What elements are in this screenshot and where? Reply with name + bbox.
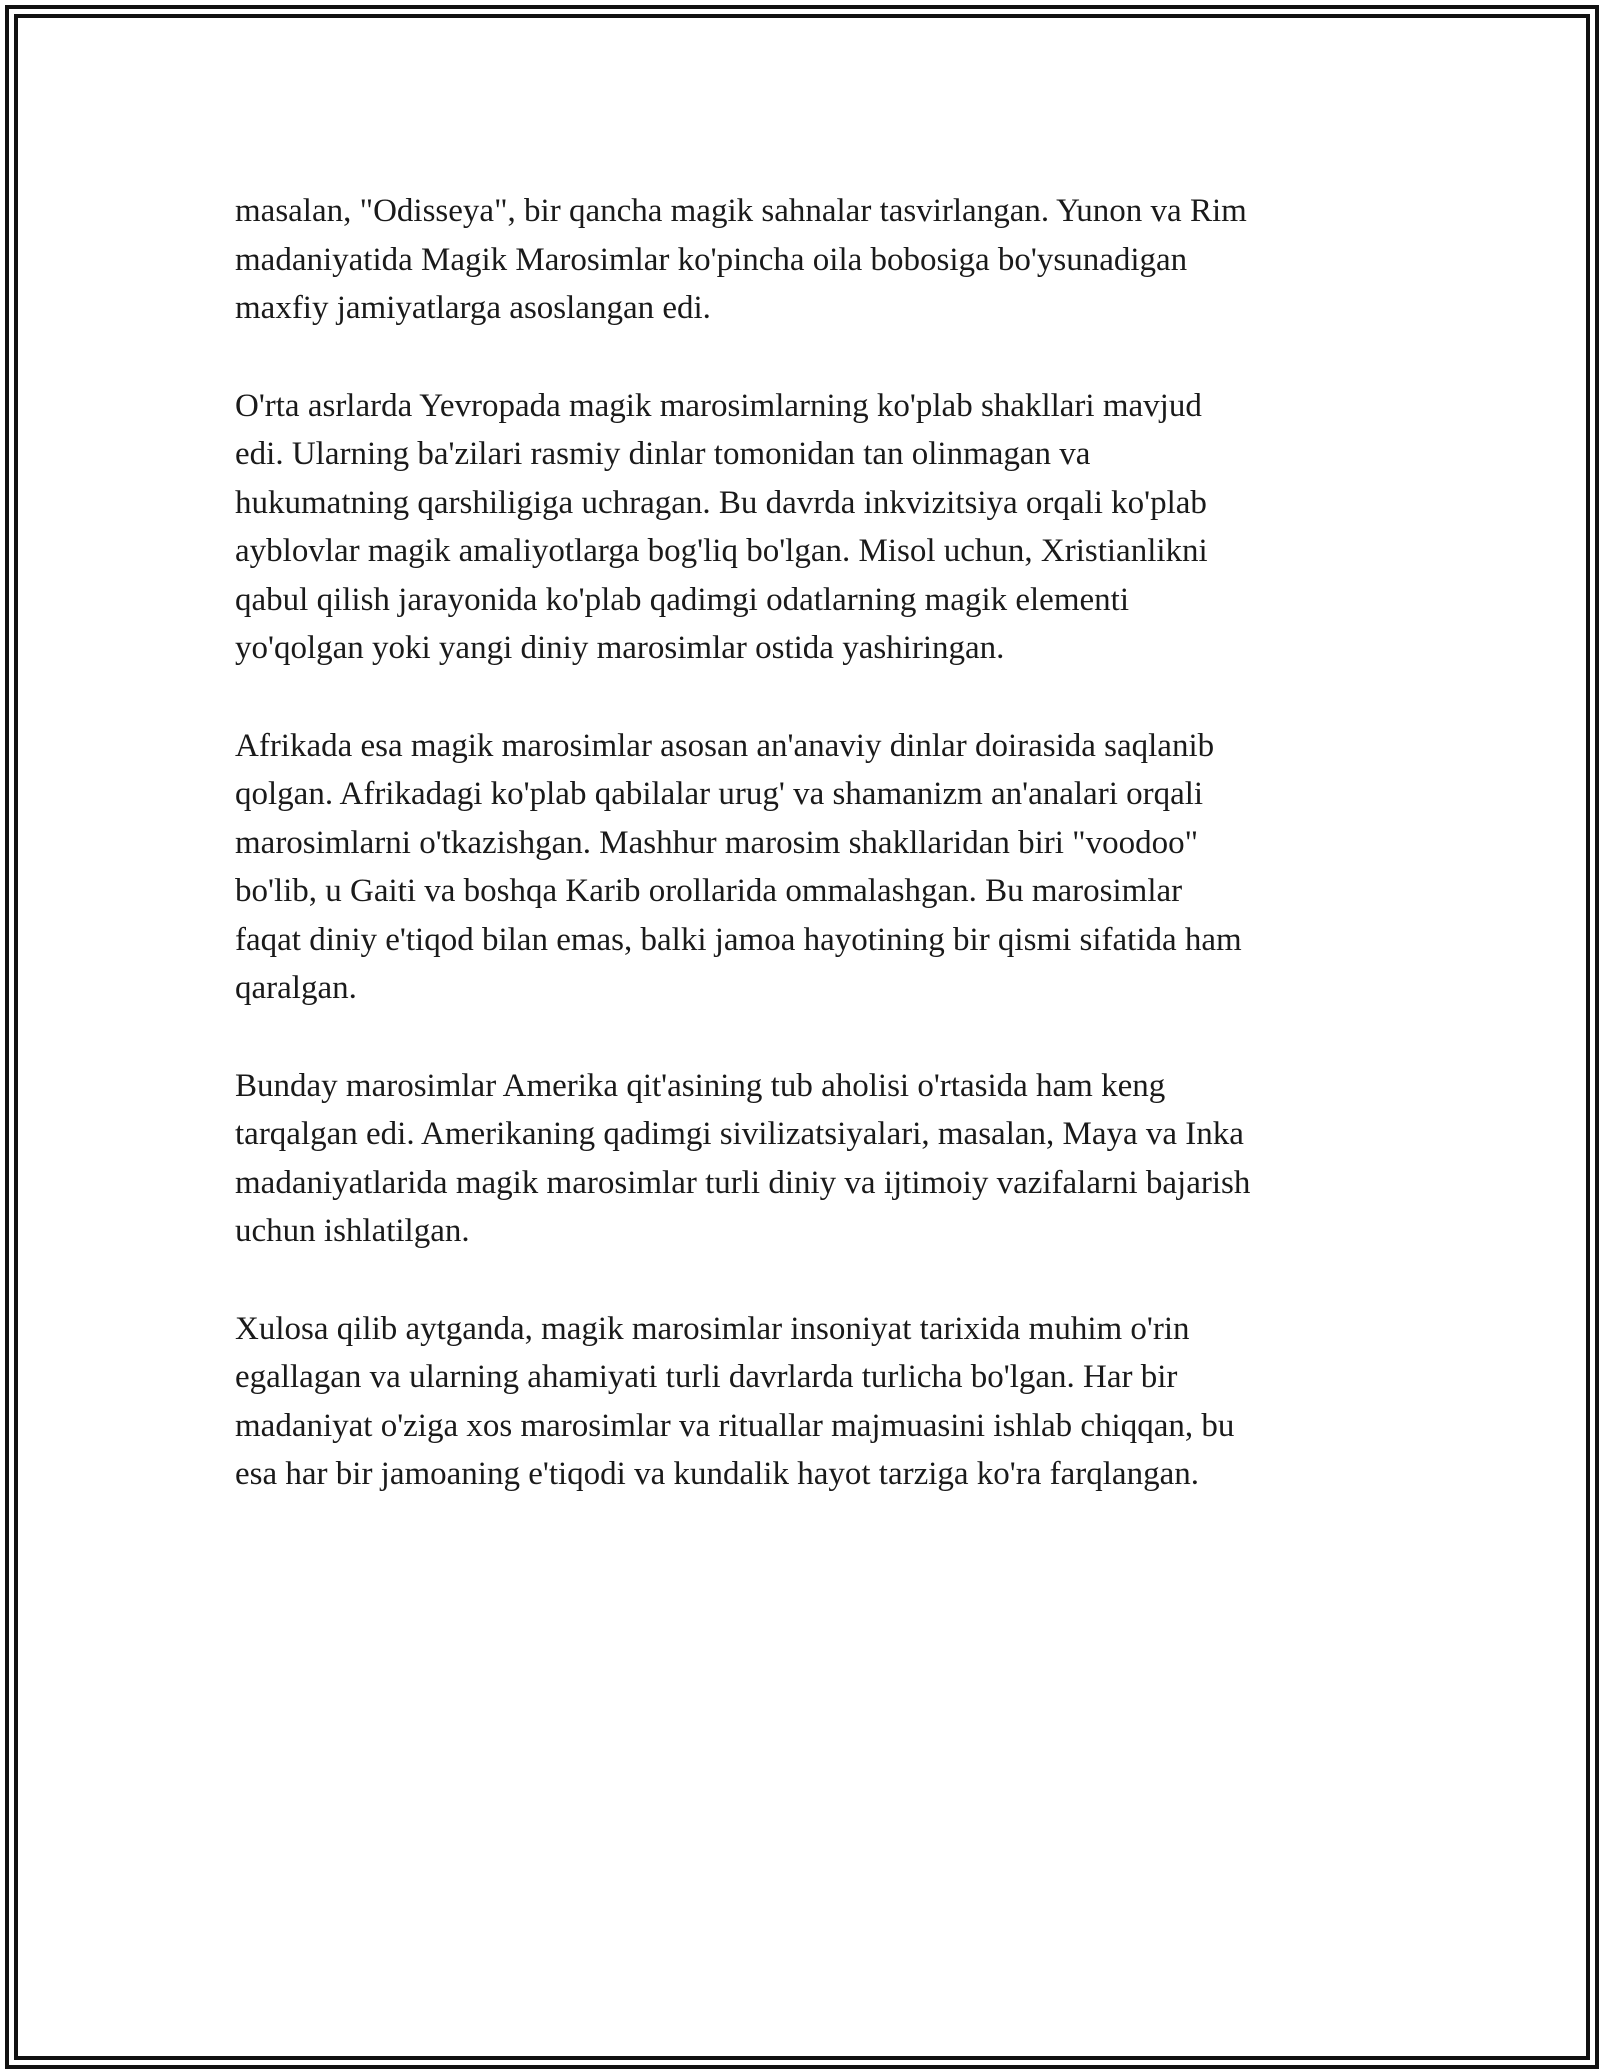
paragraph-1: masalan, "Odisseya", bir qancha magik sahnalar tasvirlangan. Yunon va Rim madaniyatida Magik Marosimlar ko'pincha oila bobosiga bo'ysunadigan maxfiy jamiyatlarga asoslangan edi. bbox=[235, 193, 1247, 326]
paragraph-5: Xulosa qilib aytganda, magik marosimlar insoniyat tarixida muhim o'rin egallagan va ularning ahamiyati turli davrlarda turlicha bo'lgan. Har bir madaniyat o'ziga xos marosimlar va rituallar majmuasini ishlab chiqqan, bu esa har bir jamoaning e'tiqodi va kundalik hayot tarziga ko'ra farqlangan. bbox=[235, 1310, 1235, 1492]
paragraph-2: O'rta asrlarda Yevropada magik marosimlarning ko'plab shakllari mavjud edi. Ularning ba'zilari rasmiy dinlar tomonidan tan olinmagan va hukumatning qarshiligiga uchragan. Bu davrda inkvizitsiya orqali ko'plab ayblovlar magik amaliyotlarga bog'liq bo'lgan. Misol uchun, Xristianlikni qabul qilish jarayonida ko'plab qadimgi odatlarning magik elementi yo'qolgan yoki yangi diniy marosimlar ostida yashiringan. bbox=[235, 387, 1208, 666]
paragraph-4: Bunday marosimlar Amerika qit'asining tub aholisi o'rtasida ham keng tarqalgan edi. Amerikaning qadimgi sivilizatsiyalari, masalan, Maya va Inka madaniyatlarida magik marosimlar turli diniy va ijtimoiy vazifalarni bajarish uchun ishlatilgan. bbox=[235, 1067, 1251, 1249]
document-body bbox=[235, 187, 1375, 1548]
paragraph-3: Afrikada esa magik marosimlar asosan an'anaviy dinlar doirasida saqlanib qolgan. Afrikadagi ko'plab qabilalar urug' va shamanizm an'analari orqali marosimlarni o'tkazishgan. Mashhur marosim shakllaridan biri "voodoo" bo'lib, u Gaiti va boshqa Karib orollarida ommalashgan. Bu marosimlar faqat diniy e'tiqod bilan emas, balki jamoa hayotining bir qismi sifatida ham qaralgan. bbox=[235, 727, 1242, 1006]
